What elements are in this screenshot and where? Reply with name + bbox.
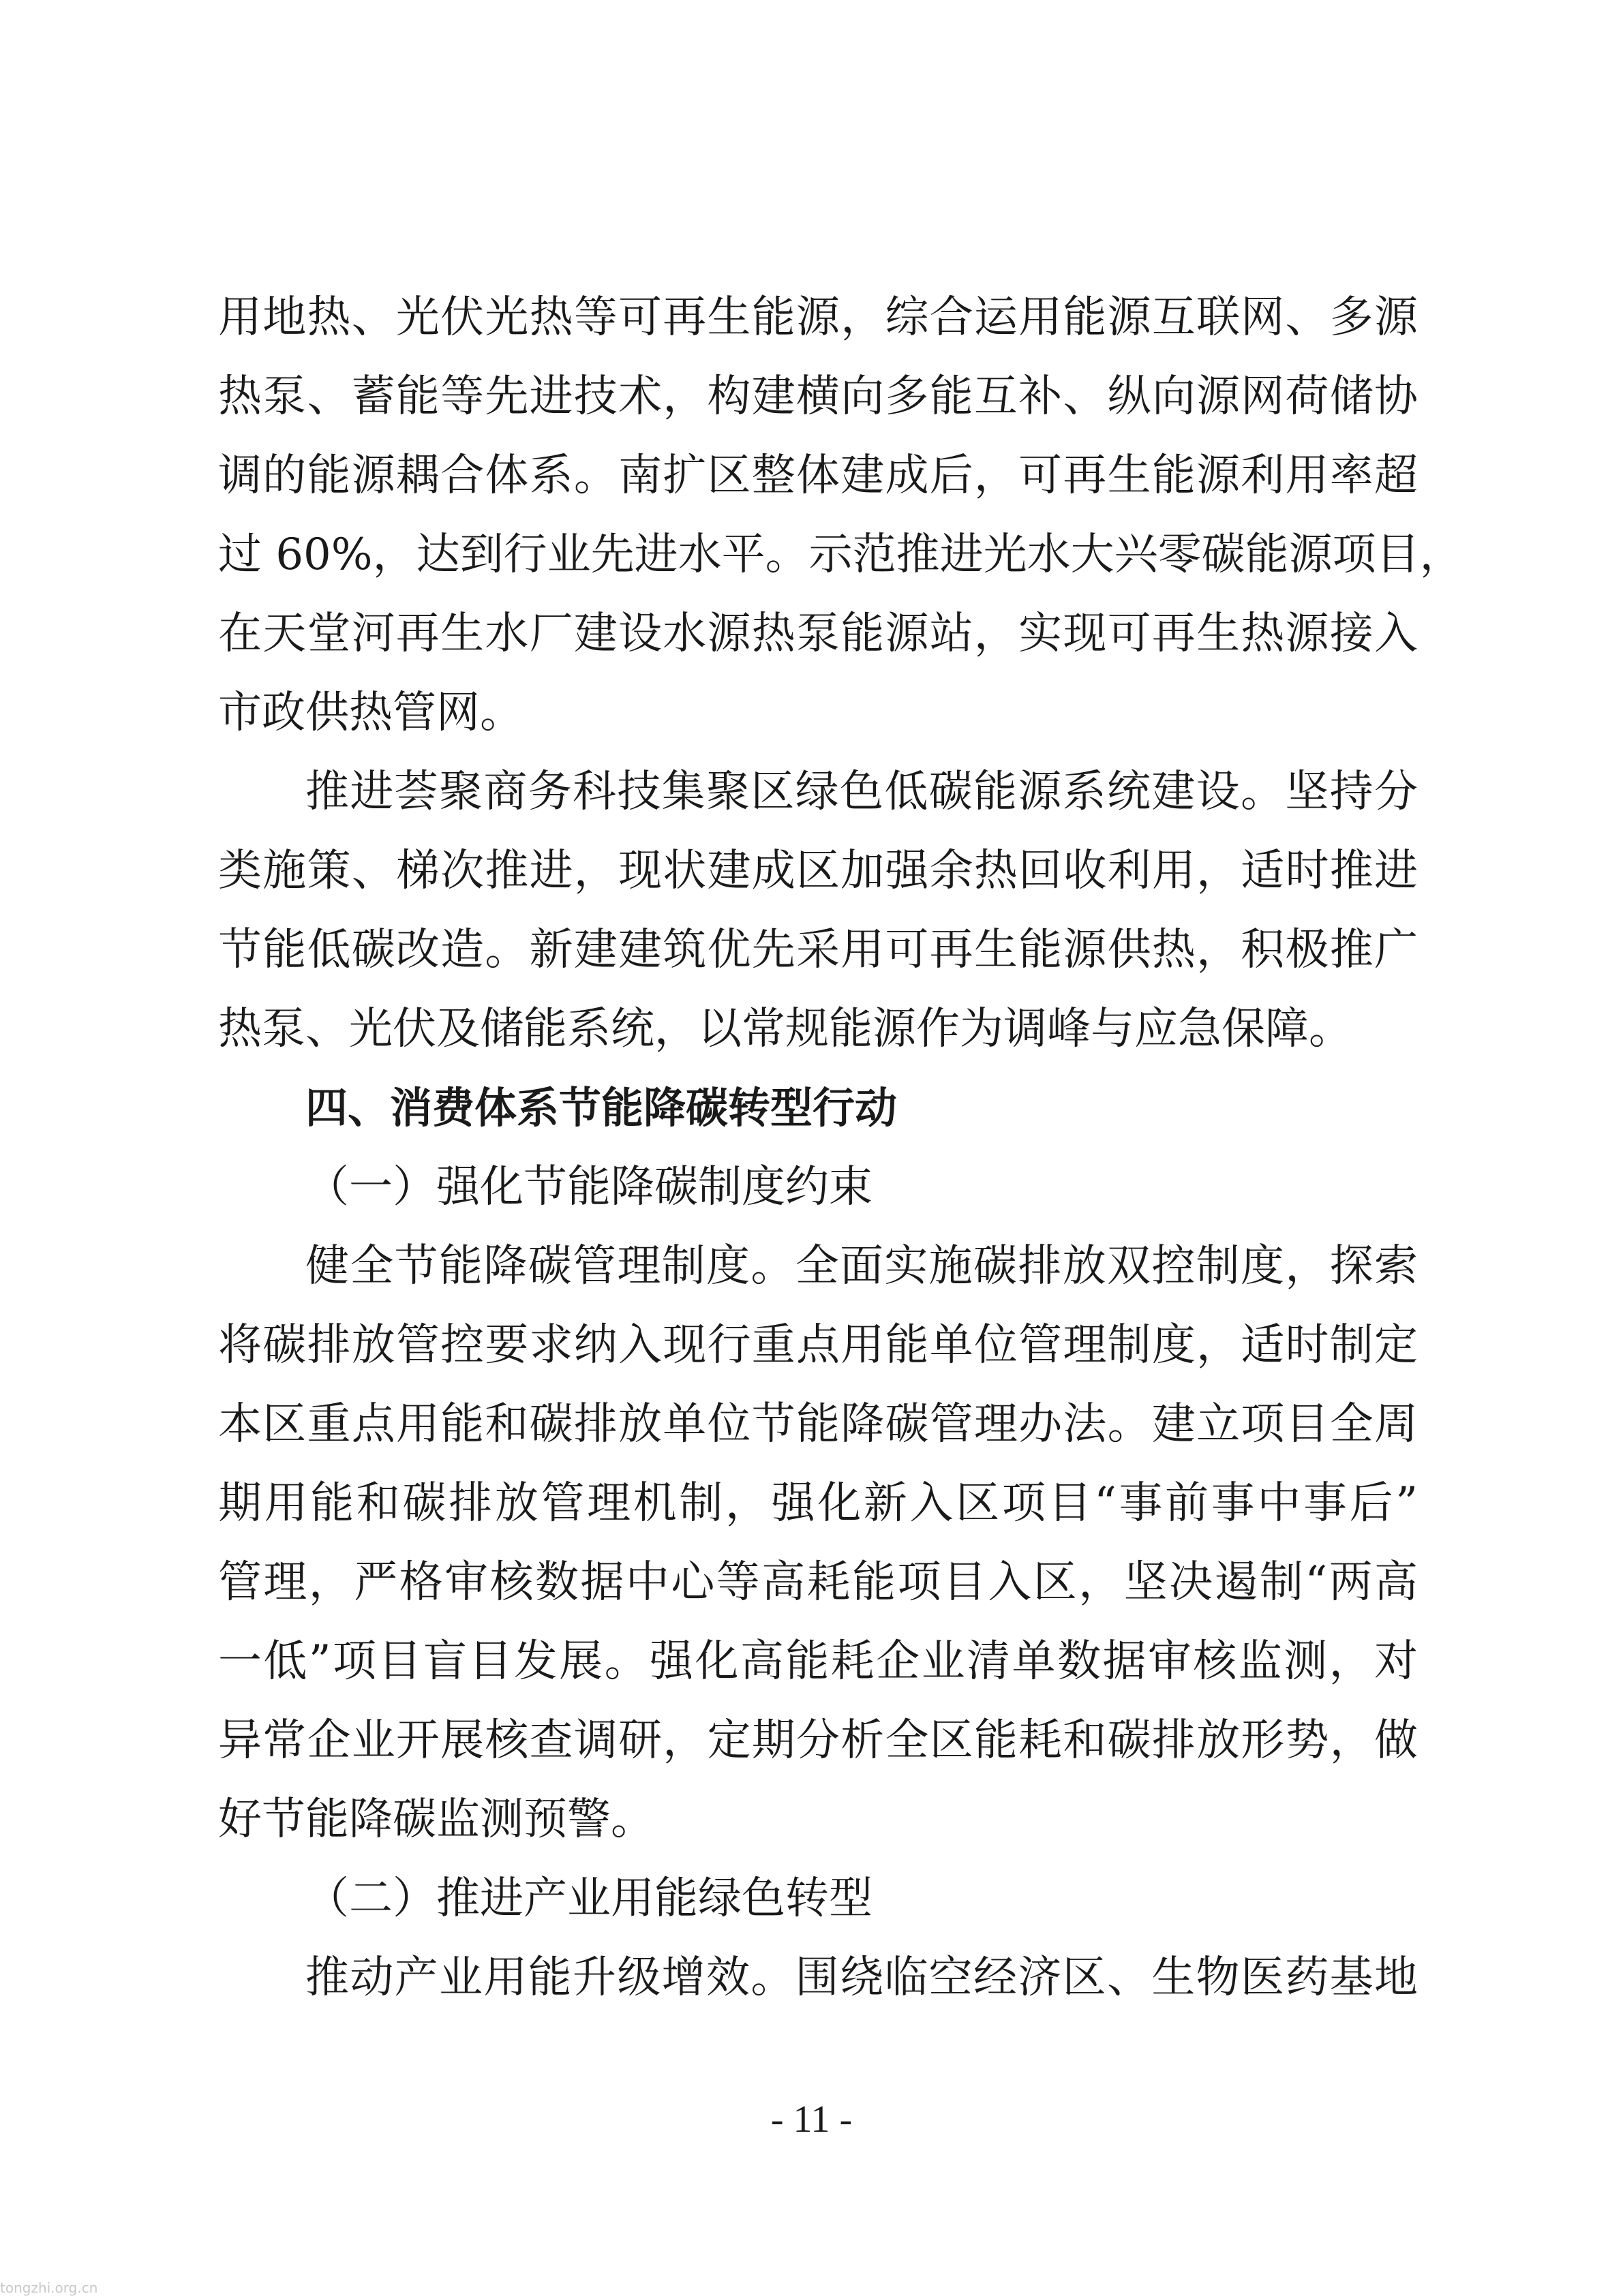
text-line: 好节能降碳监测预警。 — [218, 1794, 654, 1845]
subsection-heading: （二）推进产业用能绿色转型 — [305, 1873, 873, 1924]
text-line: 热泵、蓄能等先进技术，构建横向多能互补、纵向源网荷储协 — [218, 371, 1418, 422]
paragraph-first-line: 推动产业用能升级增效。围绕临空经济区、生物医药基地 — [305, 1953, 1418, 2003]
paragraph-first-line: 推进荟聚商务科技集聚区绿色低碳能源系统建设。坚持分 — [305, 767, 1418, 817]
text-line: 期用能和碳排放管理机制，强化新入区项目“事前事中事后” — [218, 1478, 1418, 1529]
text-line: 热泵、光伏及储能系统，以常规能源作为调峰与应急保障。 — [218, 1004, 1352, 1054]
watermark: tongzhi.org.cn — [0, 2280, 98, 2296]
section-heading: 四、消费体系节能降碳转型行动 — [305, 1083, 898, 1133]
text-line: 市政供热管网。 — [218, 688, 524, 738]
text-line: 在天堂河再生水厂建设水源热泵能源站，实现可再生热源接入 — [218, 609, 1418, 659]
page-number: - 11 - — [770, 2098, 853, 2141]
paragraph-first-line: 健全节能降碳管理制度。全面实施碳排放双控制度，探索 — [305, 1241, 1418, 1291]
text-line: 过 60%，达到行业先进水平。示范推进光水大兴零碳能源项目， — [218, 530, 1463, 580]
text-line: 将碳排放管控要求纳入现行重点用能单位管理制度，适时制定 — [218, 1320, 1418, 1371]
text-line: 调的能源耦合体系。南扩区整体建成后，可再生能源利用率超 — [218, 450, 1418, 501]
text-line: 管理，严格审核数据中心等高耗能项目入区，坚决遏制“两高 — [218, 1557, 1418, 1608]
text-line: 一低”项目盲目发展。强化高能耗企业清单数据审核监测，对 — [218, 1636, 1418, 1687]
subsection-heading: （一）强化节能降碳制度约束 — [305, 1162, 873, 1212]
text-line: 异常企业开展核查调研，定期分析全区能耗和碳排放形势，做 — [218, 1715, 1418, 1766]
text-line: 类施策、梯次推进，现状建成区加强余热回收利用，适时推进 — [218, 846, 1418, 896]
text-line: 本区重点用能和碳排放单位节能降碳管理办法。建立项目全周 — [218, 1399, 1418, 1450]
text-line: 节能低碳改造。新建建筑优先采用可再生能源供热，积极推广 — [218, 925, 1418, 975]
text-line: 用地热、光伏光热等可再生能源，综合运用能源互联网、多源 — [218, 292, 1418, 343]
